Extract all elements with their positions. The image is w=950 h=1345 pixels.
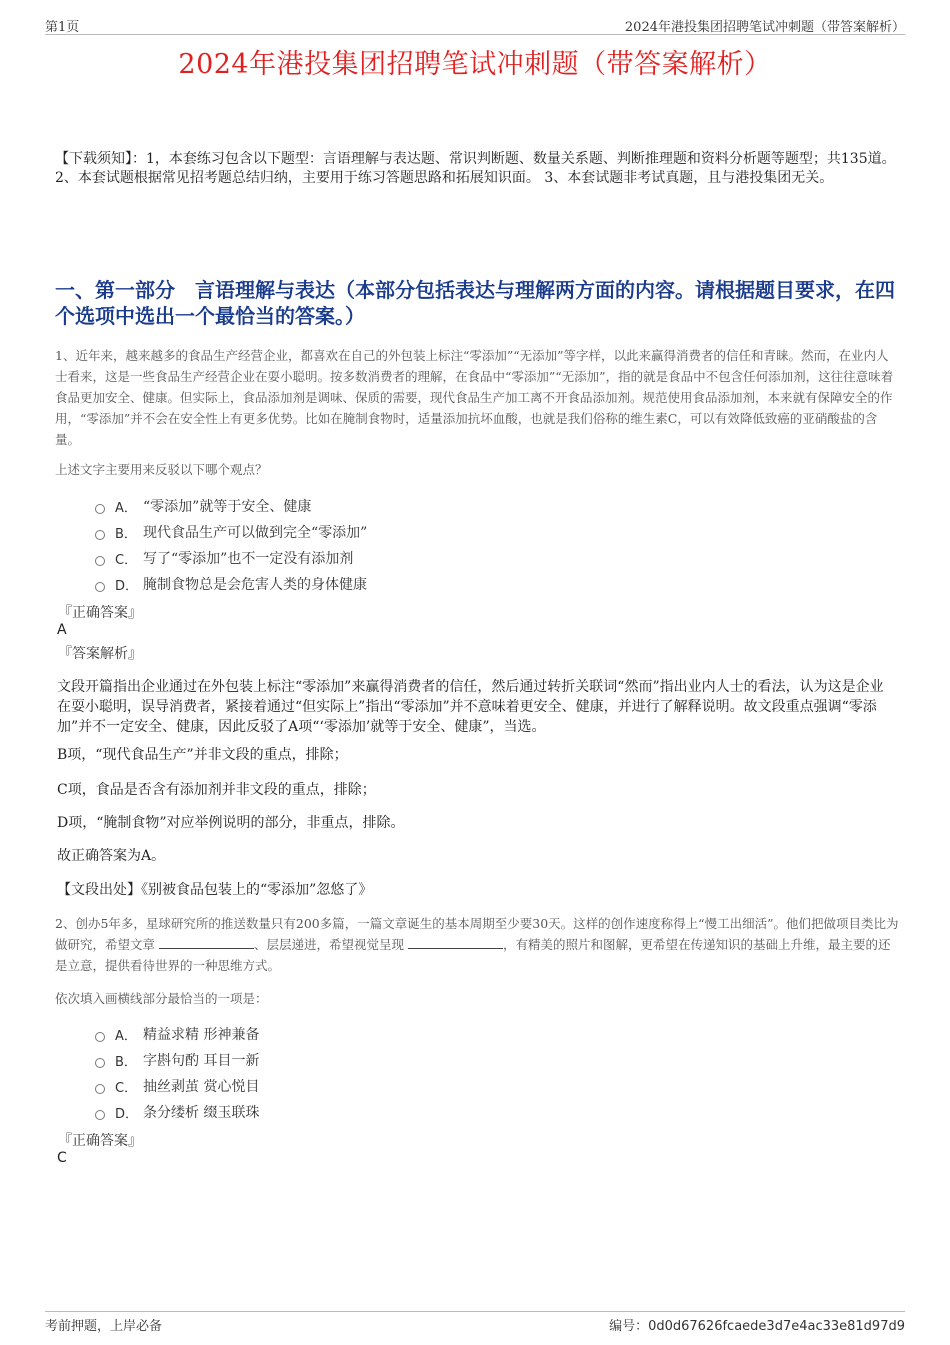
radio-icon[interactable] [95,1032,105,1042]
option-letter: B． [115,1054,137,1070]
question-2-prompt: 依次填入画横线部分最恰当的一项是： [55,991,268,1006]
question-2-option-d[interactable] [95,1099,259,1125]
radio-icon[interactable] [95,1110,105,1120]
analysis-source: 【文段出处】《别被食品包装上的“零添加”忽悠了》 [57,882,373,898]
option-letter: B． [115,526,137,542]
question-1-option-b[interactable] [95,519,367,545]
radio-icon[interactable] [95,1084,105,1094]
option-text: 条分缕析 缀玉联珠 [143,1105,260,1121]
fill-blank-1 [159,936,254,949]
option-text: 写了“零添加”也不一定没有添加剂 [143,551,354,567]
question-1-option-d[interactable] [95,571,367,597]
option-text: 精益求精 形神兼备 [143,1027,260,1043]
question-1-answer-label: 『正确答案』 [58,605,142,621]
question-1-analysis-label: 『答案解析』 [58,646,142,662]
stem-part-1: 2、创办5年多，星球研究所的推送数量只有200多篇，一篇文章诞生的基本周期至少要30天。这样的创作速度称得上“慢工出细活”。他们把做项目类比为做研究，希望文章 [55,916,899,952]
option-letter: A． [115,500,137,516]
analysis-option-c: C项，食品是否含有添加剂并非文段的重点，排除； [57,782,376,798]
page-footer [45,1311,905,1332]
stem-part-2: 、层层递进，希望视觉呈现 [254,937,405,952]
stem-part-3: ，有精美的照片和图解，更希望在传递知识的基础上升维，最主要的还是立意，提供看待世界的一种思维方式。 [55,937,891,973]
option-letter: D． [115,1106,139,1122]
option-text: 腌制食物总是会危害人类的身体健康 [143,577,367,593]
code-value: 0d0d67626fcaede3d7e4ac33e81d97d9 [648,1319,905,1334]
page-number: 第1页 [45,20,80,35]
option-text: 抽丝剥茧 赏心悦目 [143,1079,260,1095]
question-2-options [95,1021,259,1125]
footer-slogan: 考前押题，上岸必备 [45,1319,163,1334]
code-label: 编号： [609,1319,649,1334]
question-2-option-a[interactable] [95,1021,259,1047]
analysis-option-b: B项，“现代食品生产”并非文段的重点，排除； [57,747,348,763]
question-2-stem [55,913,900,976]
question-2-answer-label: 『正确答案』 [58,1133,142,1149]
question-1-option-a[interactable] [95,493,367,519]
analysis-conclusion: 故正确答案为A。 [57,848,166,864]
section-title: 一、第一部分 言语理解与表达（本部分包括表达与理解两方面的内容。请根据题目要求，在四个选项中选出一个最恰当的答案。） [55,278,895,328]
radio-icon[interactable] [95,556,105,566]
question-1-prompt: 上述文字主要用来反驳以下哪个观点？ [55,462,268,477]
radio-icon[interactable] [95,530,105,540]
question-2-option-c[interactable] [95,1073,259,1099]
page-header [45,14,905,35]
radio-icon[interactable] [95,504,105,514]
analysis-paragraph: 文段开篇指出企业通过在外包装上标注“零添加”来赢得消费者的信任，然后通过转折关联词“然而”指出业内人士的看法，认为这是企业在耍小聪明，误导消费者，紧接着通过“但实际上”指出“零添加”并不意味着更安全、健康，并进行了解释说明。故文段重点强调“零添加”并不一定安全、健康，因此反驳了A项“‘零添加’就等于安全、健康”，当选。 [57,679,884,735]
fill-blank-2 [408,936,503,949]
document-code [609,1315,905,1334]
question-1-option-c[interactable] [95,545,367,571]
option-text: 字斟句酌 耳目一新 [143,1053,260,1069]
option-letter: D． [115,578,139,594]
option-letter: C． [115,1080,138,1096]
header-doc-title: 2024年港投集团招聘笔试冲刺题（带答案解析） [624,20,905,35]
question-1-stem: 1、近年来，越来越多的食品生产经营企业，都喜欢在自己的外包装上标注“零添加”“无添加”等字样，以此来赢得消费者的信任和青睐。然而，在业内人士看来，这是一些食品生产经营企业在耍小聪明。按多数消费者的理解，在食品中“零添加”“无添加”，指的就是食品中不包含任何添加剂，这往往意味着食品更加安全、健康。但实际上，食品添加剂是调味、保质的需要，现代食品生产加工离不开食品添加剂。规范使用食品添加剂，本来就有保障安全的作用，“零添加”并不会在安全性上有更多优势。比如在腌制食物时，适量添加抗坏血酸，也就是我们俗称的维生素C，可以有效降低致癌的亚硝酸盐的含量。 [55,348,894,447]
radio-icon[interactable] [95,582,105,592]
option-letter: C． [115,552,138,568]
option-text: 现代食品生产可以做到完全“零添加” [143,525,368,541]
analysis-option-d: D项，“腌制食物”对应举例说明的部分，非重点，排除。 [57,815,405,831]
download-notice: 【下载须知】：1，本套练习包含以下题型：言语理解与表达题、常识判断题、数量关系题、判断推理题和资料分析题等题型；共135道。 2、本套试题根据常见招考题总结归纳，主要用于练习答题思路和拓展知识面。 3、本套试题非考试真题，且与港投集团无关。 [55,151,896,186]
option-letter: A． [115,1028,137,1044]
document-title: 2024年港投集团招聘笔试冲刺题（带答案解析） [178,49,772,80]
question-1-answer: A [57,622,67,638]
option-text: “零添加”就等于安全、健康 [143,499,312,515]
question-2-answer: C [57,1150,67,1166]
question-1-options [95,493,367,597]
question-2-option-b[interactable] [95,1047,259,1073]
radio-icon[interactable] [95,1058,105,1068]
